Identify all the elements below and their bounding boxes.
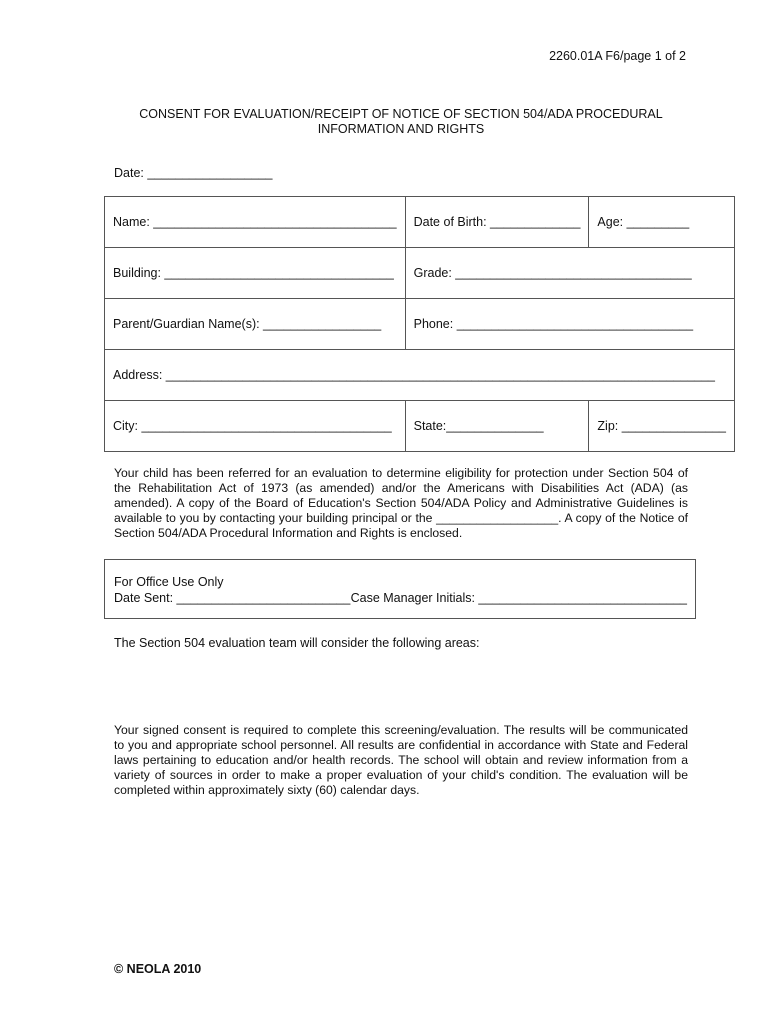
table-row bbox=[105, 197, 735, 248]
state-field[interactable]: State:______________ bbox=[405, 401, 589, 452]
table-row bbox=[105, 350, 735, 401]
name-field[interactable]: Name: ___________________________________ bbox=[105, 197, 406, 248]
form-title-line1: CONSENT FOR EVALUATION/RECEIPT OF NOTICE OF SECTION 504/ADA PROCEDURAL bbox=[139, 107, 663, 121]
dob-field[interactable]: Date of Birth: _____________ bbox=[405, 197, 589, 248]
form-title bbox=[120, 107, 682, 137]
phone-field[interactable]: Phone: __________________________________ bbox=[405, 299, 734, 350]
form-reference: 2260.01A F6/page 1 of 2 bbox=[549, 49, 686, 63]
evaluation-areas-text: The Section 504 evaluation team will consider the following areas: bbox=[114, 636, 480, 650]
city-field[interactable]: City: ____________________________________ bbox=[105, 401, 406, 452]
date-sent-field[interactable]: Date Sent: _________________________ bbox=[114, 591, 351, 605]
zip-field[interactable]: Zip: _______________ bbox=[589, 401, 735, 452]
table-row bbox=[105, 401, 735, 452]
consent-paragraph: Your signed consent is required to complete this screening/evaluation. The results will be communicated to you and appropriate school personnel. All results are confidential in accordance with State and Federal laws pertaining to education and/or health records. The school will obtain and review information from a variety of sources in order to make a proper evaluation of your child's condition. The evaluation will be completed within approximately sixty (60) calendar days. bbox=[114, 723, 688, 797]
table-row bbox=[105, 299, 735, 350]
referral-paragraph: Your child has been referred for an evaluation to determine eligibility for protection under Section 504 of the Rehabilitation Act of 1973 (as amended) and/or the Americans with Disabilities Act (ADA) (as amended). A copy of the Board of Education's Section 504/ADA Policy and Administrative Guidelines is available to you by contacting your building principal or the __________________. A copy of the Notice of Section 504/ADA Procedural Information and Rights is enclosed. bbox=[114, 466, 688, 540]
form-title-line2: INFORMATION AND RIGHTS bbox=[317, 122, 485, 136]
building-field[interactable]: Building: _________________________________ bbox=[105, 248, 406, 299]
parent-name-field[interactable]: Parent/Guardian Name(s): _________________ bbox=[105, 299, 406, 350]
date-field[interactable]: Date: __________________ bbox=[114, 166, 273, 180]
address-field[interactable]: Address: _______________________________________________________________________________ bbox=[105, 350, 735, 401]
copyright-footer: © NEOLA 2010 bbox=[114, 962, 202, 976]
student-info-table bbox=[104, 196, 735, 452]
age-field[interactable]: Age: _________ bbox=[589, 197, 735, 248]
office-use-box bbox=[104, 559, 696, 619]
case-manager-initials-field[interactable]: Case Manager Initials: ______________________________ bbox=[350, 591, 687, 605]
grade-field[interactable]: Grade: __________________________________ bbox=[405, 248, 734, 299]
office-use-heading: For Office Use Only bbox=[114, 575, 224, 589]
table-row bbox=[105, 248, 735, 299]
